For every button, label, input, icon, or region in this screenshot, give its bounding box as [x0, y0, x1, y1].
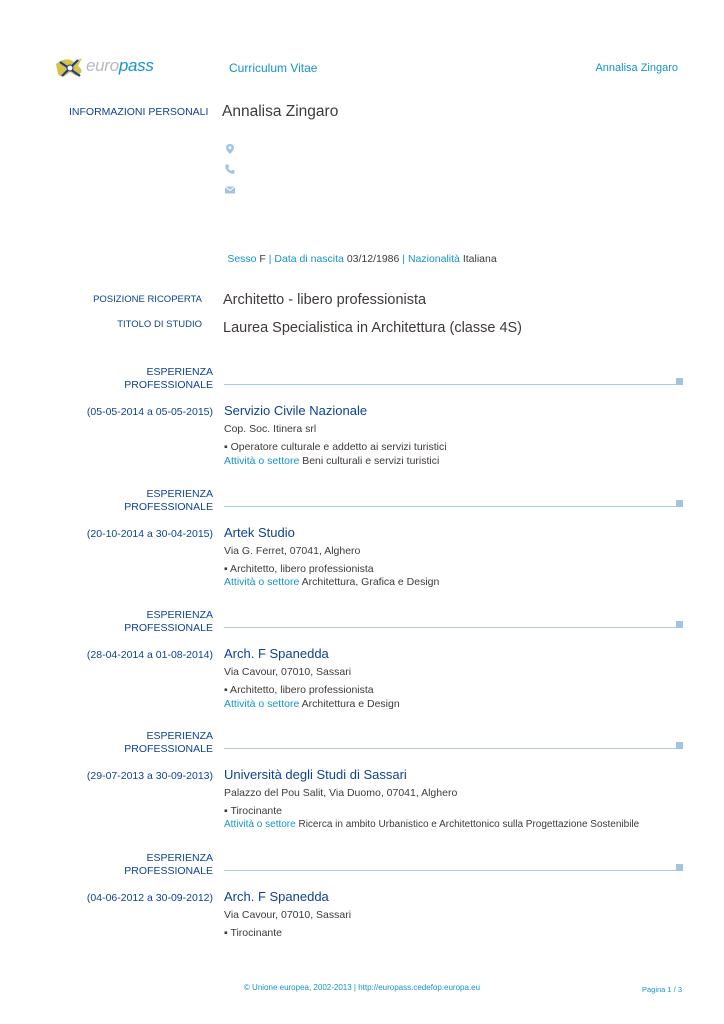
experience-employer: Via Cavour, 07010, Sassari [224, 666, 352, 678]
footer-copyright: © Unione europea, 2002-2013 | http://europass.cedefop.europa.eu [243, 983, 481, 992]
experience-dates: (28-04-2014 a 01-08-2014) [86, 649, 213, 661]
birth-value: 03/12/1986 [346, 253, 400, 265]
experience-role: ▪ Architetto, libero professionista [224, 684, 374, 696]
experience-title: Artek Studio [224, 525, 295, 540]
experience-sector: Attività o settore Ricerca in ambito Urbanistico e Architettonico sulla Progettazione Sostenibile [224, 819, 640, 830]
experience-role: ▪ Tirocinante [224, 805, 283, 817]
section-marker [676, 742, 683, 749]
experience-heading: ESPERIENZA PROFESSIONALE [124, 366, 213, 391]
person-name: Annalisa Zingaro [222, 103, 339, 120]
page-number: Pagina 1 / 3 [641, 985, 682, 994]
sex-value: F [259, 253, 266, 265]
experience-employer: Cop. Soc. Itinera srl [224, 423, 317, 435]
experience-dates: (05-05-2014 a 05-05-2015) [86, 406, 213, 418]
section-rule [224, 627, 676, 628]
experience-dates: (20-10-2014 a 30-04-2015) [86, 528, 213, 540]
experience-heading: ESPERIENZA PROFESSIONALE [124, 730, 213, 755]
experience-heading: ESPERIENZA PROFESSIONALE [124, 488, 213, 513]
experience-sector: Attività o settore Architettura e Design [224, 698, 400, 710]
header-person-name: Annalisa Zingaro [595, 62, 678, 74]
phone-icon [224, 163, 236, 175]
experience-employer: Via Cavour, 07010, Sassari [224, 909, 352, 921]
experience-title: Università degli Studi di Sassari [224, 767, 407, 782]
personal-info-label: INFORMAZIONI PERSONALI [69, 106, 209, 118]
section-marker [676, 378, 683, 385]
experience-title: Arch. F Spanedda [224, 889, 329, 904]
education-title-label: TITOLO DI STUDIO [117, 319, 202, 330]
experience-sector: Attività o settore Architettura, Grafica e Design [224, 576, 440, 588]
document-title: Curriculum Vitae [229, 61, 318, 75]
position-value: Architetto - libero professionista [223, 292, 427, 308]
section-rule [224, 384, 676, 385]
location-icon [224, 143, 236, 155]
position-label: POSIZIONE RICOPERTA [93, 294, 202, 305]
experience-dates: (04-06-2012 a 30-09-2012) [86, 892, 213, 904]
experience-title: Arch. F Spanedda [224, 646, 329, 661]
experience-dates: (29-07-2013 a 30-09-2013) [86, 770, 213, 782]
section-marker [676, 500, 683, 507]
experience-role: ▪ Architetto, libero professionista [224, 563, 374, 575]
section-marker [676, 621, 683, 628]
experience-heading: ESPERIENZA PROFESSIONALE [124, 609, 213, 634]
experience-title: Servizio Civile Nazionale [224, 403, 368, 418]
experience-role: ▪ Operatore culturale e addetto ai servizi turistici [224, 441, 447, 453]
experience-sector: Attività o settore Beni culturali e servizi turistici [224, 455, 440, 467]
experience-employer: Via G. Ferret, 07041, Alghero [224, 545, 361, 557]
email-icon [224, 184, 236, 196]
nationality-label: Nazionalità [407, 253, 460, 265]
sex-label: Sesso [227, 253, 257, 265]
experience-employer: Palazzo del Pou Salit, Via Duomo, 07041, Alghero [224, 787, 458, 799]
personal-details-line: Sesso F | Data di nascita 03/12/1986 | Nazionalità Italiana [227, 253, 497, 265]
logo-wordmark: europass [86, 56, 154, 75]
section-rule [224, 506, 676, 507]
section-rule [224, 870, 676, 871]
section-rule [224, 748, 676, 749]
birth-label: Data di nascita [274, 253, 344, 265]
education-title-value: Laurea Specialistica in Architettura (classe 4S) [223, 320, 523, 336]
nationality-value: Italiana [462, 253, 497, 265]
experience-heading: ESPERIENZA PROFESSIONALE [124, 852, 213, 877]
section-marker [676, 864, 683, 871]
experience-role: ▪ Tirocinante [224, 927, 283, 939]
